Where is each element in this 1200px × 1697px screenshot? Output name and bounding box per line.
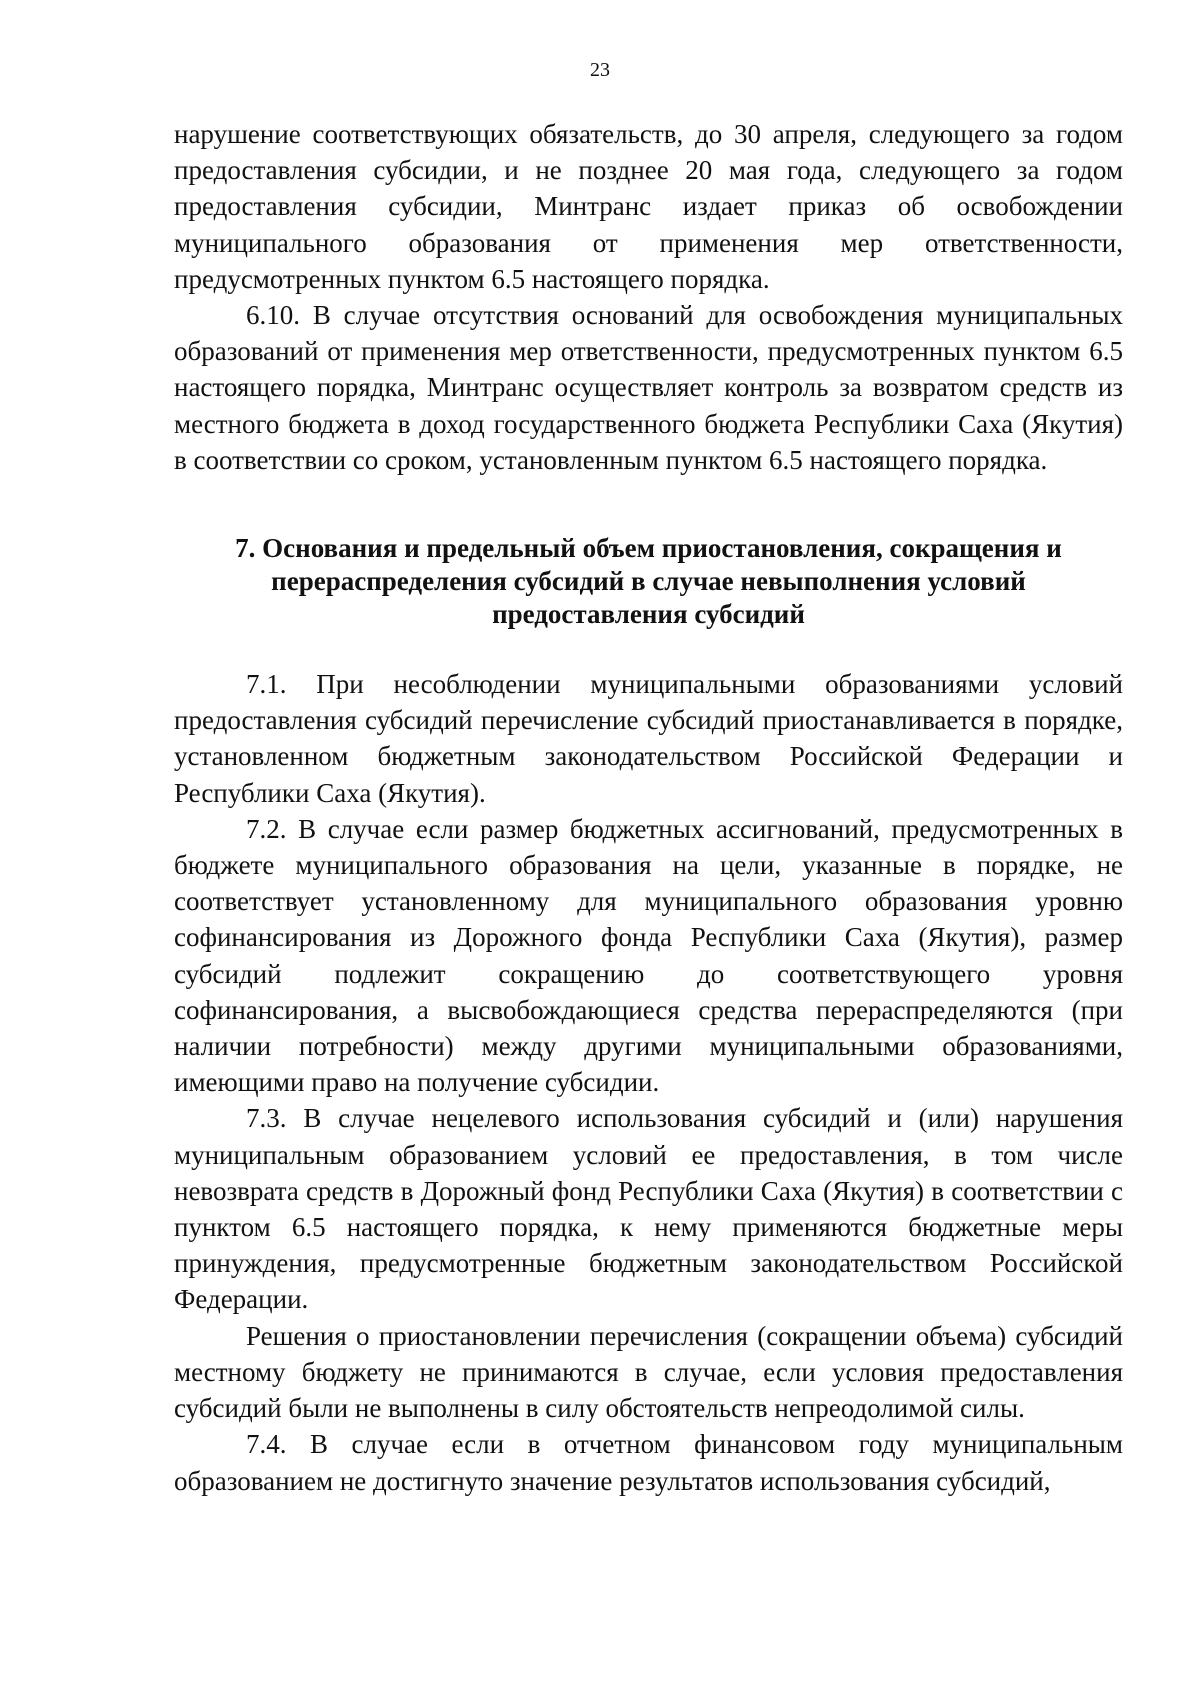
heading-spacer <box>174 631 1123 666</box>
paragraph-7-4: 7.4. В случае если в отчетном финансовом году муниципальным образованием не достигнуто значение результатов использования субсидий, <box>174 1429 1123 1496</box>
paragraph-decisions: Решения о приостановлении перечисления (сокращении объема) субсидий местному бюджету не принимаются в случае, если условия предоставления субсидий были не выполнены в силу обстоятельств непреодолимой силы. <box>174 1320 1123 1424</box>
paragraph-7-1: 7.1. При несоблюдении муниципальными образованиями условий предоставления субсидий перечисление субсидий приостанавливается в порядке, установленном бюджетным законодательством Российской Федерации и Республики Саха (Якутия). <box>174 669 1123 808</box>
paragraph-7-3: 7.3. В случае нецелевого использования субсидий и (или) нарушения муниципальным образованием условий ее предоставления, в том числе невозврата средств в Дорожный фонд Республики Саха (Якутия) в соответствии с пунктом 6.5 настоящего порядка, к нему применяются бюджетные меры принуждения, предусмотренные бюджетным законодательством Российской Федерации. <box>174 1103 1123 1315</box>
paragraph-6-10: 6.10. В случае отсутствия оснований для освобождения муниципальных образований от применения мер ответственности, предусмотренных пунктом 6.5 настоящего порядка, Минтранс осуществляет контроль за возвратом средств из местного бюджета в доход государственного бюджета Республики Саха (Якутия) в соответствии со сроком, установленным пунктом 6.5 настоящего порядка. <box>174 300 1123 475</box>
section-heading: 7. Основания и предельный объем приостановления, сокращения и перераспределения субсидий в случае невыполнения условий предоставления субсидий <box>235 533 1062 630</box>
paragraph-continuation: нарушение соответствующих обязательств, до 30 апреля, следующего за годом предоставления субсидии, и не позднее 20 мая года, следующего за годом предоставления субсидии, Минтранс издает приказ об освобождении муниципального образования от применения мер ответственности, предусмотренных пунктом 6.5 настоящего порядка. <box>174 119 1123 294</box>
page-number: 23 <box>590 59 610 81</box>
document-body <box>174 116 1123 1499</box>
paragraph-7-2: 7.2. В случае если размер бюджетных ассигнований, предусмотренных в бюджете муниципального образования на цели, указанные в порядке, не соответствует установленному для муниципального образования уровню софинансирования из Дорожного фонда Республики Саха (Якутия), размер субсидий подлежит сокращению до соответствующего уровня софинансирования, а высвобождающиеся средства перераспределяются (при наличии потребности) между другими муниципальными образованиями, имеющими право на получение субсидии. <box>174 813 1123 1098</box>
